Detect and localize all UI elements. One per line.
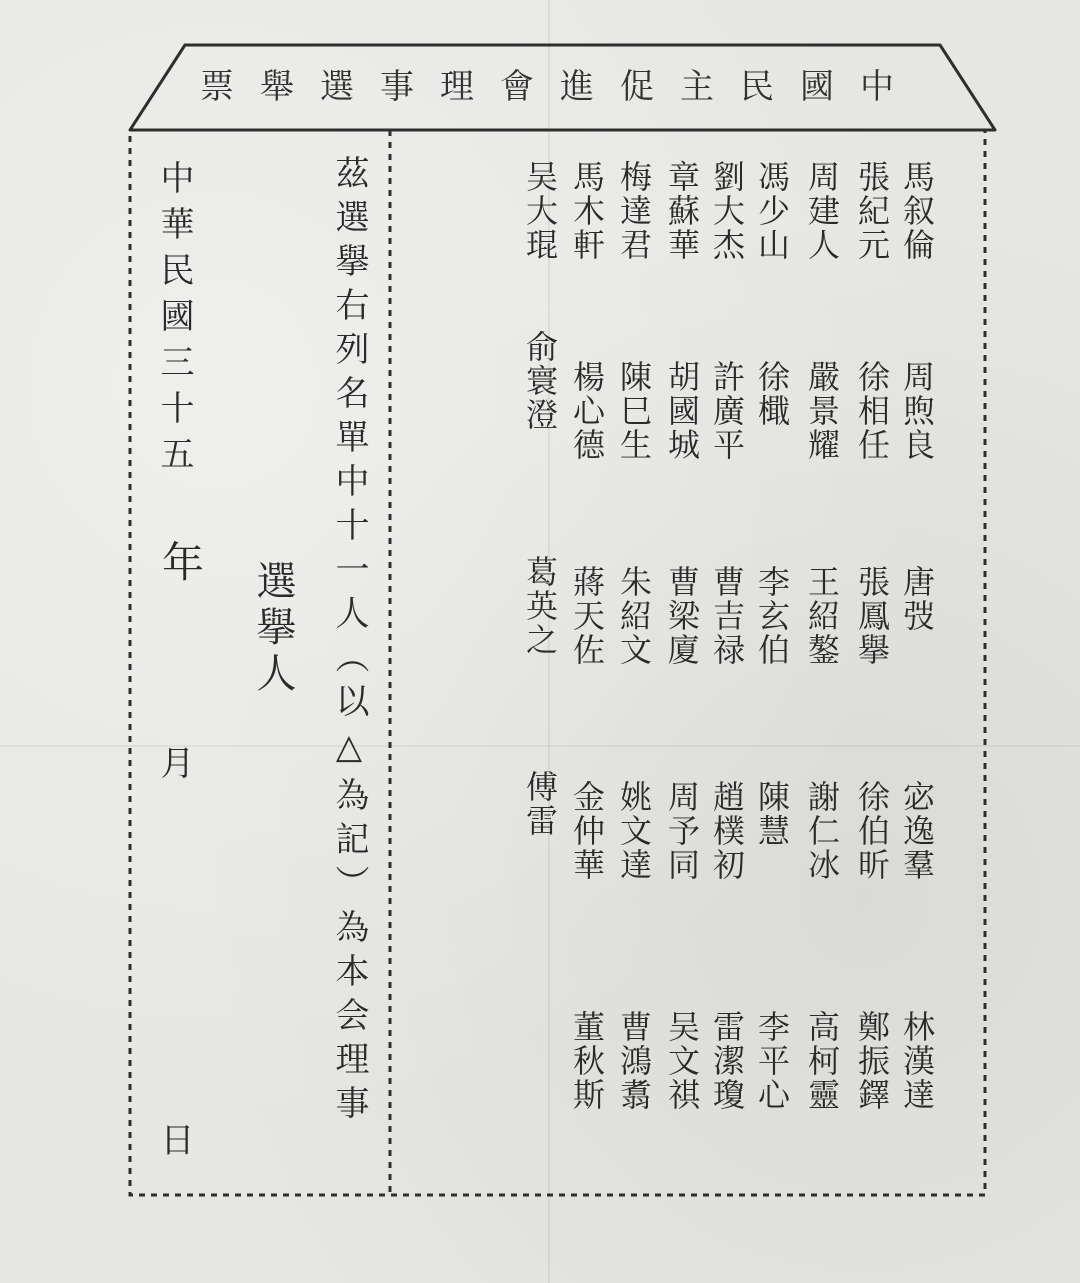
candidate-36: 馬木軒 (568, 160, 606, 262)
candidate-5: 林漢達 (898, 1010, 936, 1112)
candidate-2: 周煦良 (898, 360, 936, 462)
candidate-42: 俞寰澄 (521, 330, 559, 432)
candidate-9: 徐伯昕 (853, 780, 891, 882)
candidate-23: 曹吉禄 (708, 565, 746, 667)
date-day: 日 (154, 1122, 194, 1156)
candidate-28: 曹梁廈 (663, 565, 701, 667)
candidate-7: 徐相任 (853, 360, 891, 462)
candidate-6: 張紀元 (853, 160, 891, 262)
candidate-10: 鄭振鐸 (853, 1010, 891, 1112)
candidate-8: 張鳳擧 (853, 565, 891, 667)
candidate-14: 謝仁冰 (803, 780, 841, 882)
elector-label: 選擧人 (250, 560, 296, 698)
candidate-43: 葛英之 (521, 555, 559, 657)
candidate-32: 陳巳生 (615, 360, 653, 462)
candidate-20: 李平心 (753, 1010, 791, 1112)
candidate-40: 董秋斯 (568, 1010, 606, 1112)
date-year: 年 (156, 540, 205, 582)
ballot-instruction: 茲選擧右列名單中十一人（以△為記）為本会理事 (329, 155, 369, 1129)
candidate-33: 朱紹文 (615, 565, 653, 667)
candidate-44: 傅雷 (521, 770, 559, 838)
candidate-1: 馬叙倫 (898, 160, 936, 262)
date-month: 月 (154, 745, 194, 779)
candidate-17: 徐檝 (753, 360, 791, 428)
candidate-25: 雷潔瓊 (708, 1010, 746, 1112)
candidate-4: 宓逸羣 (898, 780, 936, 882)
candidate-21: 劉大杰 (708, 160, 746, 262)
candidate-37: 楊心德 (568, 360, 606, 462)
candidate-11: 周建人 (803, 160, 841, 262)
date-era: 中華民國三十五 (154, 160, 194, 482)
candidate-26: 章蘇華 (663, 160, 701, 262)
candidate-19: 陳慧 (753, 780, 791, 848)
candidate-31: 梅達君 (615, 160, 653, 262)
candidate-22: 許廣平 (708, 360, 746, 462)
candidate-16: 馮少山 (753, 160, 791, 262)
candidate-27: 胡國城 (663, 360, 701, 462)
candidate-13: 王紹鏊 (803, 565, 841, 667)
candidate-38: 蔣天佐 (568, 565, 606, 667)
candidate-29: 周予同 (663, 780, 701, 882)
candidate-12: 嚴景耀 (803, 360, 841, 462)
candidate-15: 高柯靈 (803, 1010, 841, 1112)
candidate-39: 金仲華 (568, 780, 606, 882)
candidate-30: 吴文祺 (663, 1010, 701, 1112)
ballot-title: 中國民主促進會理事選舉票 (200, 67, 920, 107)
candidate-34: 姚文達 (615, 780, 653, 882)
candidate-18: 李玄伯 (753, 565, 791, 667)
candidate-3: 唐弢 (898, 565, 936, 633)
candidate-41: 吴大琨 (521, 160, 559, 262)
candidate-24: 趙樸初 (708, 780, 746, 882)
candidate-35: 曹鴻翥 (615, 1010, 653, 1112)
